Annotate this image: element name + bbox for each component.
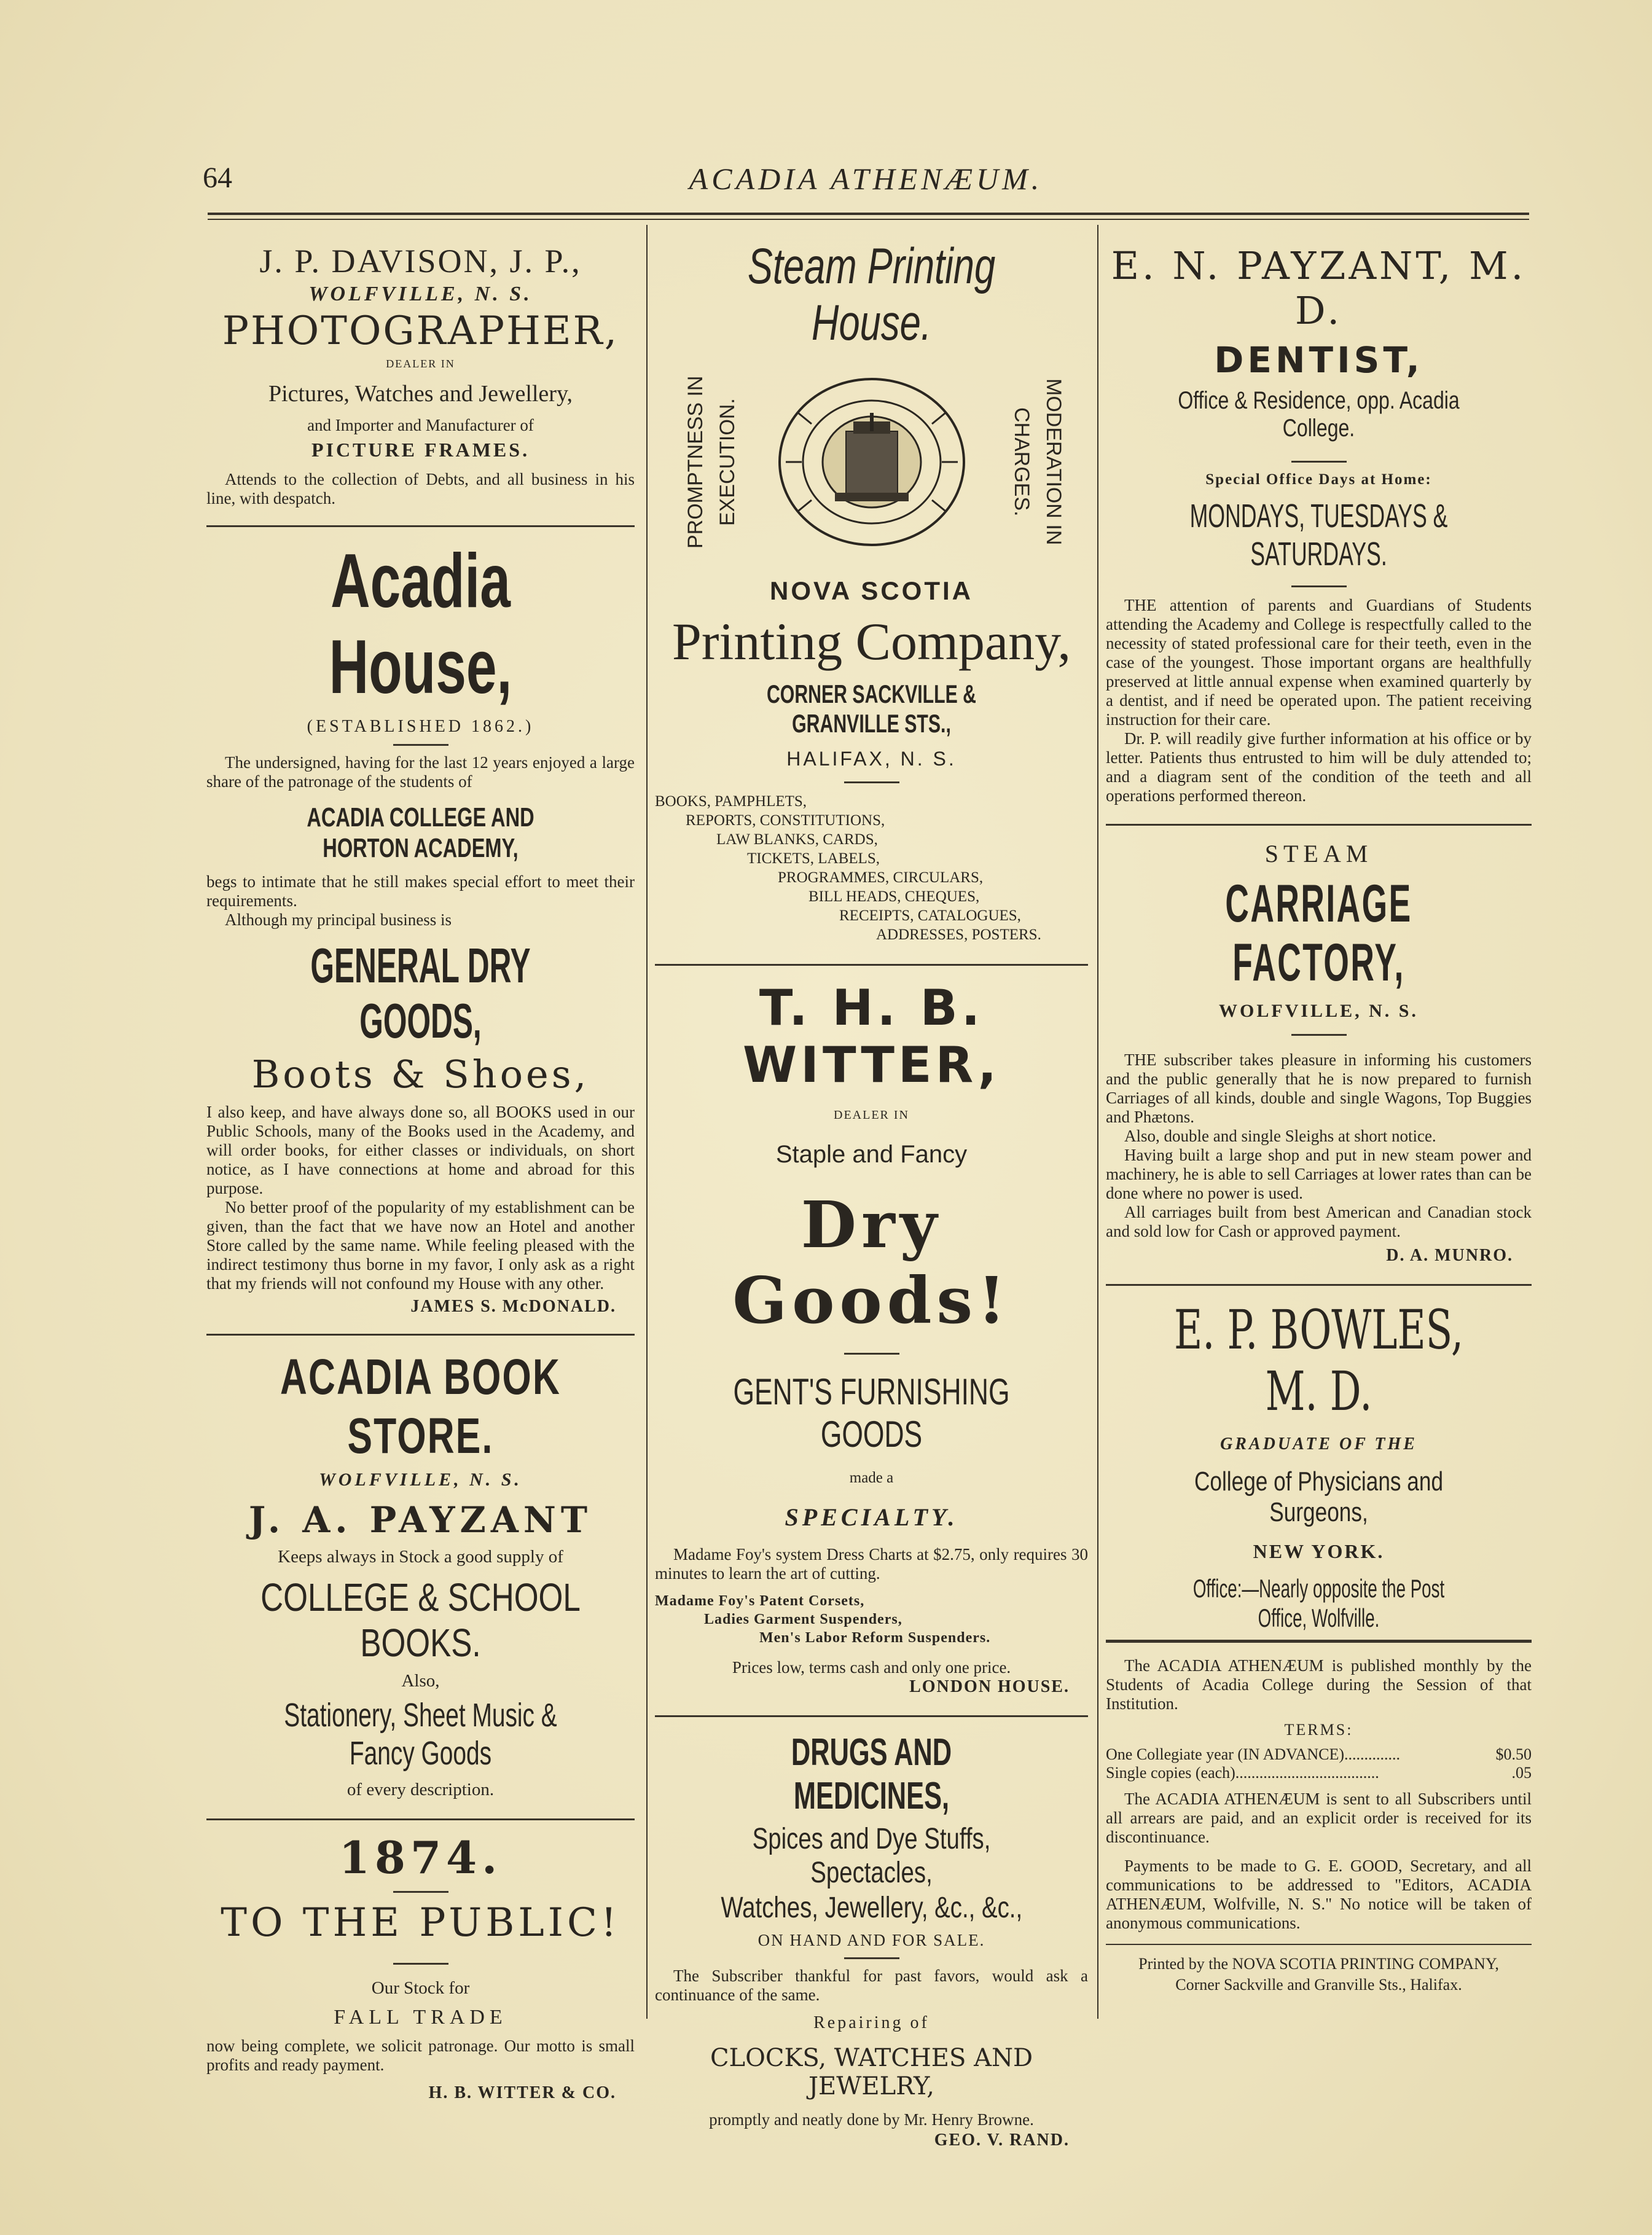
ad-name: T. H. B. WITTER,	[742, 979, 1001, 1094]
ad-payzant-dentist	[1106, 243, 1532, 805]
ad-items	[655, 1592, 1088, 1647]
ad-printing-company	[655, 238, 1088, 944]
ad-steam: STEAM	[1264, 840, 1373, 867]
ad-prices: Prices low, terms cash and only one price.	[732, 1658, 1011, 1677]
ad-body: now being complete, we solicit patronage. Our motto is small profits and ready payment.	[206, 2037, 635, 2074]
ad-rule	[206, 525, 635, 527]
ad-rule	[1106, 1640, 1532, 1643]
ad-davison	[206, 242, 635, 508]
ad-established: (ESTABLISHED 1862.)	[307, 717, 534, 736]
ad-body: The Subscriber thankful for past favors, would ask a continuance of the same.	[655, 1967, 1088, 2004]
ad-paragraph: All carriages built from best American and Canadian stock and sold low for Cash or approved payment.	[1106, 1203, 1532, 1240]
ad-rule	[206, 1334, 635, 1336]
short-rule	[1291, 461, 1347, 463]
column-2	[655, 231, 1088, 2150]
ad-rule	[206, 1818, 635, 1820]
ad-title: TO THE PUBLIC!	[221, 1900, 620, 1946]
terms-label: One Collegiate year (IN ADVANCE)..............	[1106, 1745, 1400, 1763]
ad-line: Keeps always in Stock a good supply of	[278, 1547, 563, 1567]
ad-acadia-house	[206, 538, 635, 1317]
ad-stock: Our Stock for	[371, 1978, 470, 1998]
ad-corner: CORNER SACKVILLE & GRANVILLE STS.,	[766, 679, 977, 738]
service-item: ADDRESSES, POSTERS.	[876, 926, 1041, 943]
short-rule	[393, 1963, 448, 1965]
ad-frames: PICTURE FRAMES.	[311, 439, 530, 461]
ad-rule	[1106, 824, 1532, 826]
service-item: RECEIPTS, CATALOGUES,	[839, 907, 1021, 924]
ad-paragraph: Although my principal business is	[225, 910, 452, 929]
ad-made: made a	[849, 1470, 894, 1486]
ad-line: Watches, Jewellery, &c., &c.,	[721, 1892, 1022, 1924]
publisher-notice	[1106, 1656, 1532, 1994]
ad-ny: NEW YORK.	[1253, 1540, 1385, 1562]
ad-trade: PHOTOGRAPHER,	[222, 308, 619, 354]
ad-city: HALIFAX, N. S.	[786, 748, 957, 770]
ad-paragraph: No better proof of the popularity of my establishment can be given, than the fact that we have now an Hotel and another Store called by the same name. While feeling pleased with the indirect testimony thus borne in my favor, I only ask as a right that my friends will not confound my House with any other.	[206, 1198, 635, 1293]
ad-college: ACADIA COLLEGE AND HORTON ACADEMY,	[307, 802, 534, 863]
page-number: 64	[203, 162, 232, 194]
ad-signature: GEO. V. RAND.	[934, 2131, 1070, 2150]
ad-paragraph: Having built a large shop and put in new steam power and machinery, he is able to sell Carriages at lower rates than can be done where no power is used.	[1106, 1146, 1532, 1202]
ad-line: Spices and Dye Stuffs, Spectacles,	[752, 1823, 991, 1889]
ad-staple: Staple and Fancy	[775, 1141, 968, 1168]
short-rule	[1291, 1034, 1347, 1036]
ad-paragraph: I also keep, and have always done so, all BOOKS used in our Public Schools, many of the Books used in the Academy, and will order books, for either classes or individuals, on short notice, as I have connections at home and abroad for this purpose.	[206, 1103, 635, 1197]
ad-drugs	[655, 1731, 1088, 2150]
ad-witter	[655, 979, 1088, 1697]
printing-seal	[773, 370, 970, 554]
ad-specialty: SPECIALTY.	[785, 1503, 958, 1531]
ad-signature: JAMES S. McDONALD.	[410, 1297, 616, 1316]
ad-place: WOLFVILLE, N. S.	[1219, 1001, 1419, 1021]
ad-to-the-public	[206, 1831, 635, 2103]
header-rule-thin	[208, 219, 1529, 220]
service-item: LAW BLANKS, CARDS,	[716, 831, 878, 848]
ad-paragraph: begs to intimate that he still makes special effort to meet their requirements.	[206, 872, 635, 910]
ad-title: ACADIA BOOK STORE.	[280, 1349, 562, 1464]
ad-book-store	[206, 1348, 635, 1800]
ad-dealer: DEALER IN	[834, 1108, 909, 1122]
ad-name: E. N. PAYZANT, M. D.	[1111, 243, 1527, 333]
terms-heading: TERMS:	[1284, 1721, 1353, 1739]
ad-books: COLLEGE & SCHOOL BOOKS.	[260, 1575, 581, 1665]
ad-dry-goods: GENERAL DRY GOODS,	[310, 938, 531, 1048]
terms-label: Single copies (each)....................................	[1106, 1764, 1379, 1782]
ad-office: Office & Residence, opp. Acadia College.	[1178, 387, 1460, 442]
ad-item: Madame Foy's Patent Corsets,	[655, 1593, 865, 1609]
ad-name: J. A. PAYZANT	[248, 1499, 593, 1541]
ad-title: DENTIST,	[1214, 339, 1423, 381]
ad-repairing: Repairing of	[813, 2013, 930, 2032]
ad-onhand: ON HAND AND FOR SALE.	[757, 1931, 985, 1949]
notice-rule	[1106, 1944, 1532, 1945]
ad-college: College of Physicians and Surgeons,	[1194, 1466, 1444, 1527]
ad-importer: and Importer and Manufacturer of	[307, 416, 534, 434]
ad-place: WOLFVILLE, N. S.	[319, 1470, 522, 1490]
service-item: BILL HEADS, CHEQUES,	[808, 888, 980, 905]
ad-title: CARRIAGE FACTORY,	[1225, 874, 1412, 992]
short-rule	[393, 1891, 448, 1893]
printer-line: Printed by the NOVA SCOTIA PRINTING COMPANY,	[1138, 1955, 1499, 1973]
terms-row	[1106, 1745, 1532, 1764]
ad-office: Office:—Nearly opposite the Post Office, Wolfville.	[1192, 1574, 1445, 1632]
ad-rule	[655, 964, 1088, 966]
running-title: ACADIA ATHENÆUM.	[689, 162, 1043, 196]
terms-value: $0.50	[1495, 1745, 1532, 1763]
ad-dry-goods: Dry Goods!	[732, 1187, 1011, 1338]
service-item: PROGRAMMES, CIRCULARS,	[778, 869, 984, 886]
ad-title: Acadia House,	[329, 539, 512, 710]
ad-body: Attends to the collection of Debts, and all business in his line, with despatch.	[206, 470, 635, 507]
ad-item: Ladies Garment Suspenders,	[704, 1611, 902, 1627]
ad-stationery: Stationery, Sheet Music & Fancy Goods	[284, 1697, 557, 1772]
ad-nova: NOVA SCOTIA	[769, 576, 973, 605]
ad-paragraph: Dr. P. will readily give further information at his office or by letter. Patients thus entrusted to him will be duly attended to; and a diagram sent of the condition of the teeth and all operations performed thereon.	[1106, 729, 1532, 805]
ad-gents: GENT'S FURNISHING GOODS	[733, 1371, 1010, 1455]
ad-signature: D. A. MUNRO.	[1386, 1246, 1513, 1265]
ad-name: E. P. BOWLES, M. D.	[1173, 1298, 1464, 1423]
ad-title: DRUGS AND MEDICINES,	[791, 1731, 952, 1817]
ad-side-right: MODERATION IN CHARGES.	[1010, 378, 1065, 546]
header-rule	[208, 213, 1529, 215]
ad-boots: Boots & Shoes,	[251, 1052, 590, 1097]
printer-address: Corner Sackville and Granville Sts., Halifax.	[1175, 1976, 1462, 1994]
ad-clocks: CLOCKS, WATCHES AND JEWELRY,	[710, 2044, 1033, 2100]
ad-place: WOLFVILLE, N. S.	[308, 283, 533, 305]
service-item: BOOKS, PAMPHLETS,	[655, 793, 807, 810]
ad-paragraph: Madame Foy's system Dress Charts at $2.75, only requires 30 minutes to learn the art of cutting.	[655, 1545, 1088, 1583]
notice-paragraph: The ACADIA ATHENÆUM is sent to all Subscribers until all arrears are paid, and an explicit order is received for its discontinuance.	[1106, 1790, 1532, 1846]
ad-paragraph: The undersigned, having for the last 12 years enjoyed a large share of the patronage of the students of	[206, 753, 635, 791]
short-rule	[844, 1353, 899, 1355]
service-item: REPORTS, CONSTITUTIONS,	[686, 812, 885, 829]
ad-special: Special Office Days at Home:	[1205, 471, 1432, 488]
short-rule	[1291, 585, 1347, 587]
ad-signature: H. B. WITTER & CO.	[428, 2083, 616, 2102]
ad-also: Also,	[401, 1671, 440, 1691]
ad-desc: of every description.	[346, 1780, 495, 1799]
terms-row	[1106, 1764, 1532, 1782]
ad-goods: Pictures, Watches and Jewellery,	[268, 381, 573, 407]
ad-services-list	[655, 792, 1088, 944]
notice-paragraph: The ACADIA ATHENÆUM is published monthly by the Students of Acadia College during the Session of that Institution.	[1106, 1656, 1532, 1713]
short-rule	[393, 744, 448, 746]
ad-title: Steam Printing House.	[747, 238, 996, 351]
ad-item: Men's Labor Reform Suspenders.	[759, 1630, 991, 1646]
ad-side-left: PROMPTNESS IN EXECUTION.	[684, 375, 739, 549]
column-3	[1106, 231, 1532, 1994]
ad-year: 1874.	[339, 1831, 503, 1884]
ad-carriage-factory	[1106, 839, 1532, 1266]
short-rule	[844, 1957, 899, 1959]
ad-company: Printing Company,	[672, 612, 1071, 671]
column-divider	[1097, 225, 1098, 2019]
ad-paragraph: THE attention of parents and Guardians of Students attending the Academy and College is respectfully called to the necessity of stated professional care for their teeth, even in the case of the youngest. Those important organs are healthfully preserved at little annual expense when examined quarterly by a dentist, and if need be operated upon. The patient receiving instruction for their care.	[1106, 596, 1532, 729]
service-item: TICKETS, LABELS,	[747, 850, 880, 867]
ad-trade: FALL TRADE	[334, 2006, 507, 2029]
short-rule	[844, 781, 899, 783]
ad-signature: LONDON HOUSE.	[909, 1677, 1070, 1696]
ad-paragraph: Also, double and single Sleighs at short notice.	[1124, 1127, 1436, 1145]
column-1	[206, 231, 635, 2103]
ad-bowles	[1106, 1299, 1532, 1634]
printing-press-emblem	[773, 370, 970, 554]
ad-rule	[655, 1715, 1088, 1717]
ad-paragraph: THE subscriber takes pleasure in informing his customers and the public generally that he is now prepared to furnish Carriages of all kinds, double and single Wagons, Top Buggies and Phætons.	[1106, 1051, 1532, 1126]
notice-paragraph: Payments to be made to G. E. GOOD, Secretary, and all communications to be addressed to "Editors, ACADIA ATHENÆUM, Wolfville, N. S." No notice will be taken of anonymous communications.	[1106, 1857, 1532, 1932]
ad-dealer: DEALER IN	[386, 358, 455, 370]
ad-rule	[1106, 1284, 1532, 1286]
page-header	[203, 161, 1529, 198]
column-divider	[646, 225, 648, 2019]
ad-graduate: GRADUATE OF THE	[1220, 1435, 1417, 1454]
terms-value: .05	[1511, 1764, 1532, 1782]
ad-name: J. P. DAVISON, J. P.,	[259, 243, 582, 280]
ad-prompt: promptly and neatly done by Mr. Henry Browne.	[709, 2110, 1034, 2129]
ad-days: MONDAYS, TUESDAYS & SATURDAYS.	[1189, 498, 1448, 573]
